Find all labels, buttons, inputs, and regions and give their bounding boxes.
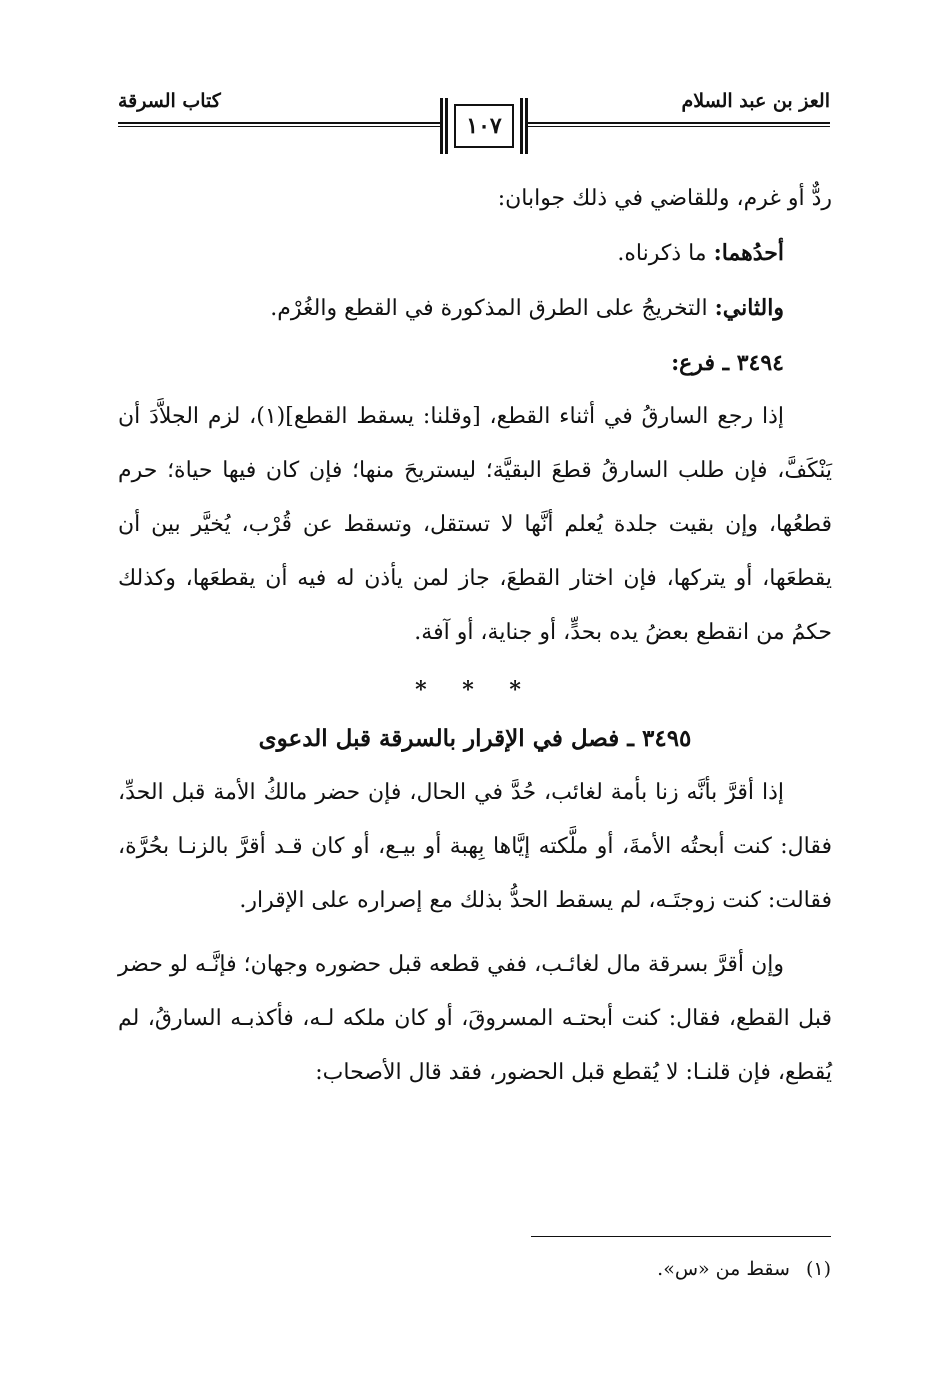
term-first: أحدُهما: [713,240,784,266]
footnote [119,1258,831,1280]
paragraph-second-answer [118,281,832,336]
section-title: ٣٤٩٥ ـ فصل في الإقرار بالسرقة قبل الدعوى [258,725,692,752]
footnote-rule [531,1236,831,1237]
page-header [118,88,830,162]
running-head-author: العز بن عبد السلام [681,90,830,112]
page-number: ١٠٧ [454,104,514,148]
paragraph-admission: إذا أقرَّ بأنَّه زنا بأمة لغائب، حُدَّ في الحال، فإن حضر مالكُ الأمة قبل الحدِّ، فقال: كنت أبحتُه الأمةَ، أو ملَّكته إيَّاها بِهبة أو بيـع، أو كان قـد أقرَّ بالزنـا بحُرَّة، فقالت: كنت زوجتَـه، لم يسقط الحدُّ بذلك مع إصراره على الإقرار. [118,780,832,913]
paragraph-continuation: ردٌّ أو غرم، وللقاضي في ذلك جوابان: [497,186,832,211]
section-separator: * * * [415,677,535,703]
paragraph-theft-admission: وإن أقرَّ بسرقة مال لغائـب، ففي قطعه قبل حضوره وجهان؛ فإنَّـه لو حضر قبل القطع، فقال: كنت أبحتـه المسروقَ، أو كان ملكه لـه، فأكذبـه السارقُ، لم يُقطع، فإن قلنـا: لا يُقطع قبل الحضور، فقد قال الأصحاب: [118,952,832,1085]
paragraph-gap [118,928,832,938]
footnote-number: (١) [805,1258,831,1280]
first-answer-text: ما ذكرناه. [617,241,714,266]
paragraph-first-answer [118,226,832,281]
running-head-chapter: كتاب السرقة [118,90,221,112]
paragraph-branch-body: إذا رجع السارقُ في أثناء القطع، [وقلنا: يسقط القطع](١)، لزم الجلاَّدَ أن يَنْكَفَّ، فإن طلب السارقُ قطعَ البقيَّة؛ ليستريحَ منها؛ فإن كان فيها حياة؛ حرم قطعُها، وإن بقيت جلدة يُعلم أنَّها لا تستقل، وتسقط عن قُرْب، يُخيَّر بين أن يقطعَها، أو يتركها، فإن اختار القطعَ، جاز لمن يأذن له فيه أن يقطعَها، وكذلك حكمُ من انقطع بعضُ يده بحدٍّ، أو جناية، أو آفة. [118,404,832,645]
second-answer-text: التخريجُ على الطرق المذكورة في القطع والغُرْم. [270,296,715,321]
footnote-text: سقط من «س». [657,1258,790,1280]
term-second: والثاني: [714,295,784,321]
page-number-frame [440,98,528,154]
branch-heading: ٣٤٩٤ ـ فرع: [671,350,784,376]
main-text [118,172,832,1100]
